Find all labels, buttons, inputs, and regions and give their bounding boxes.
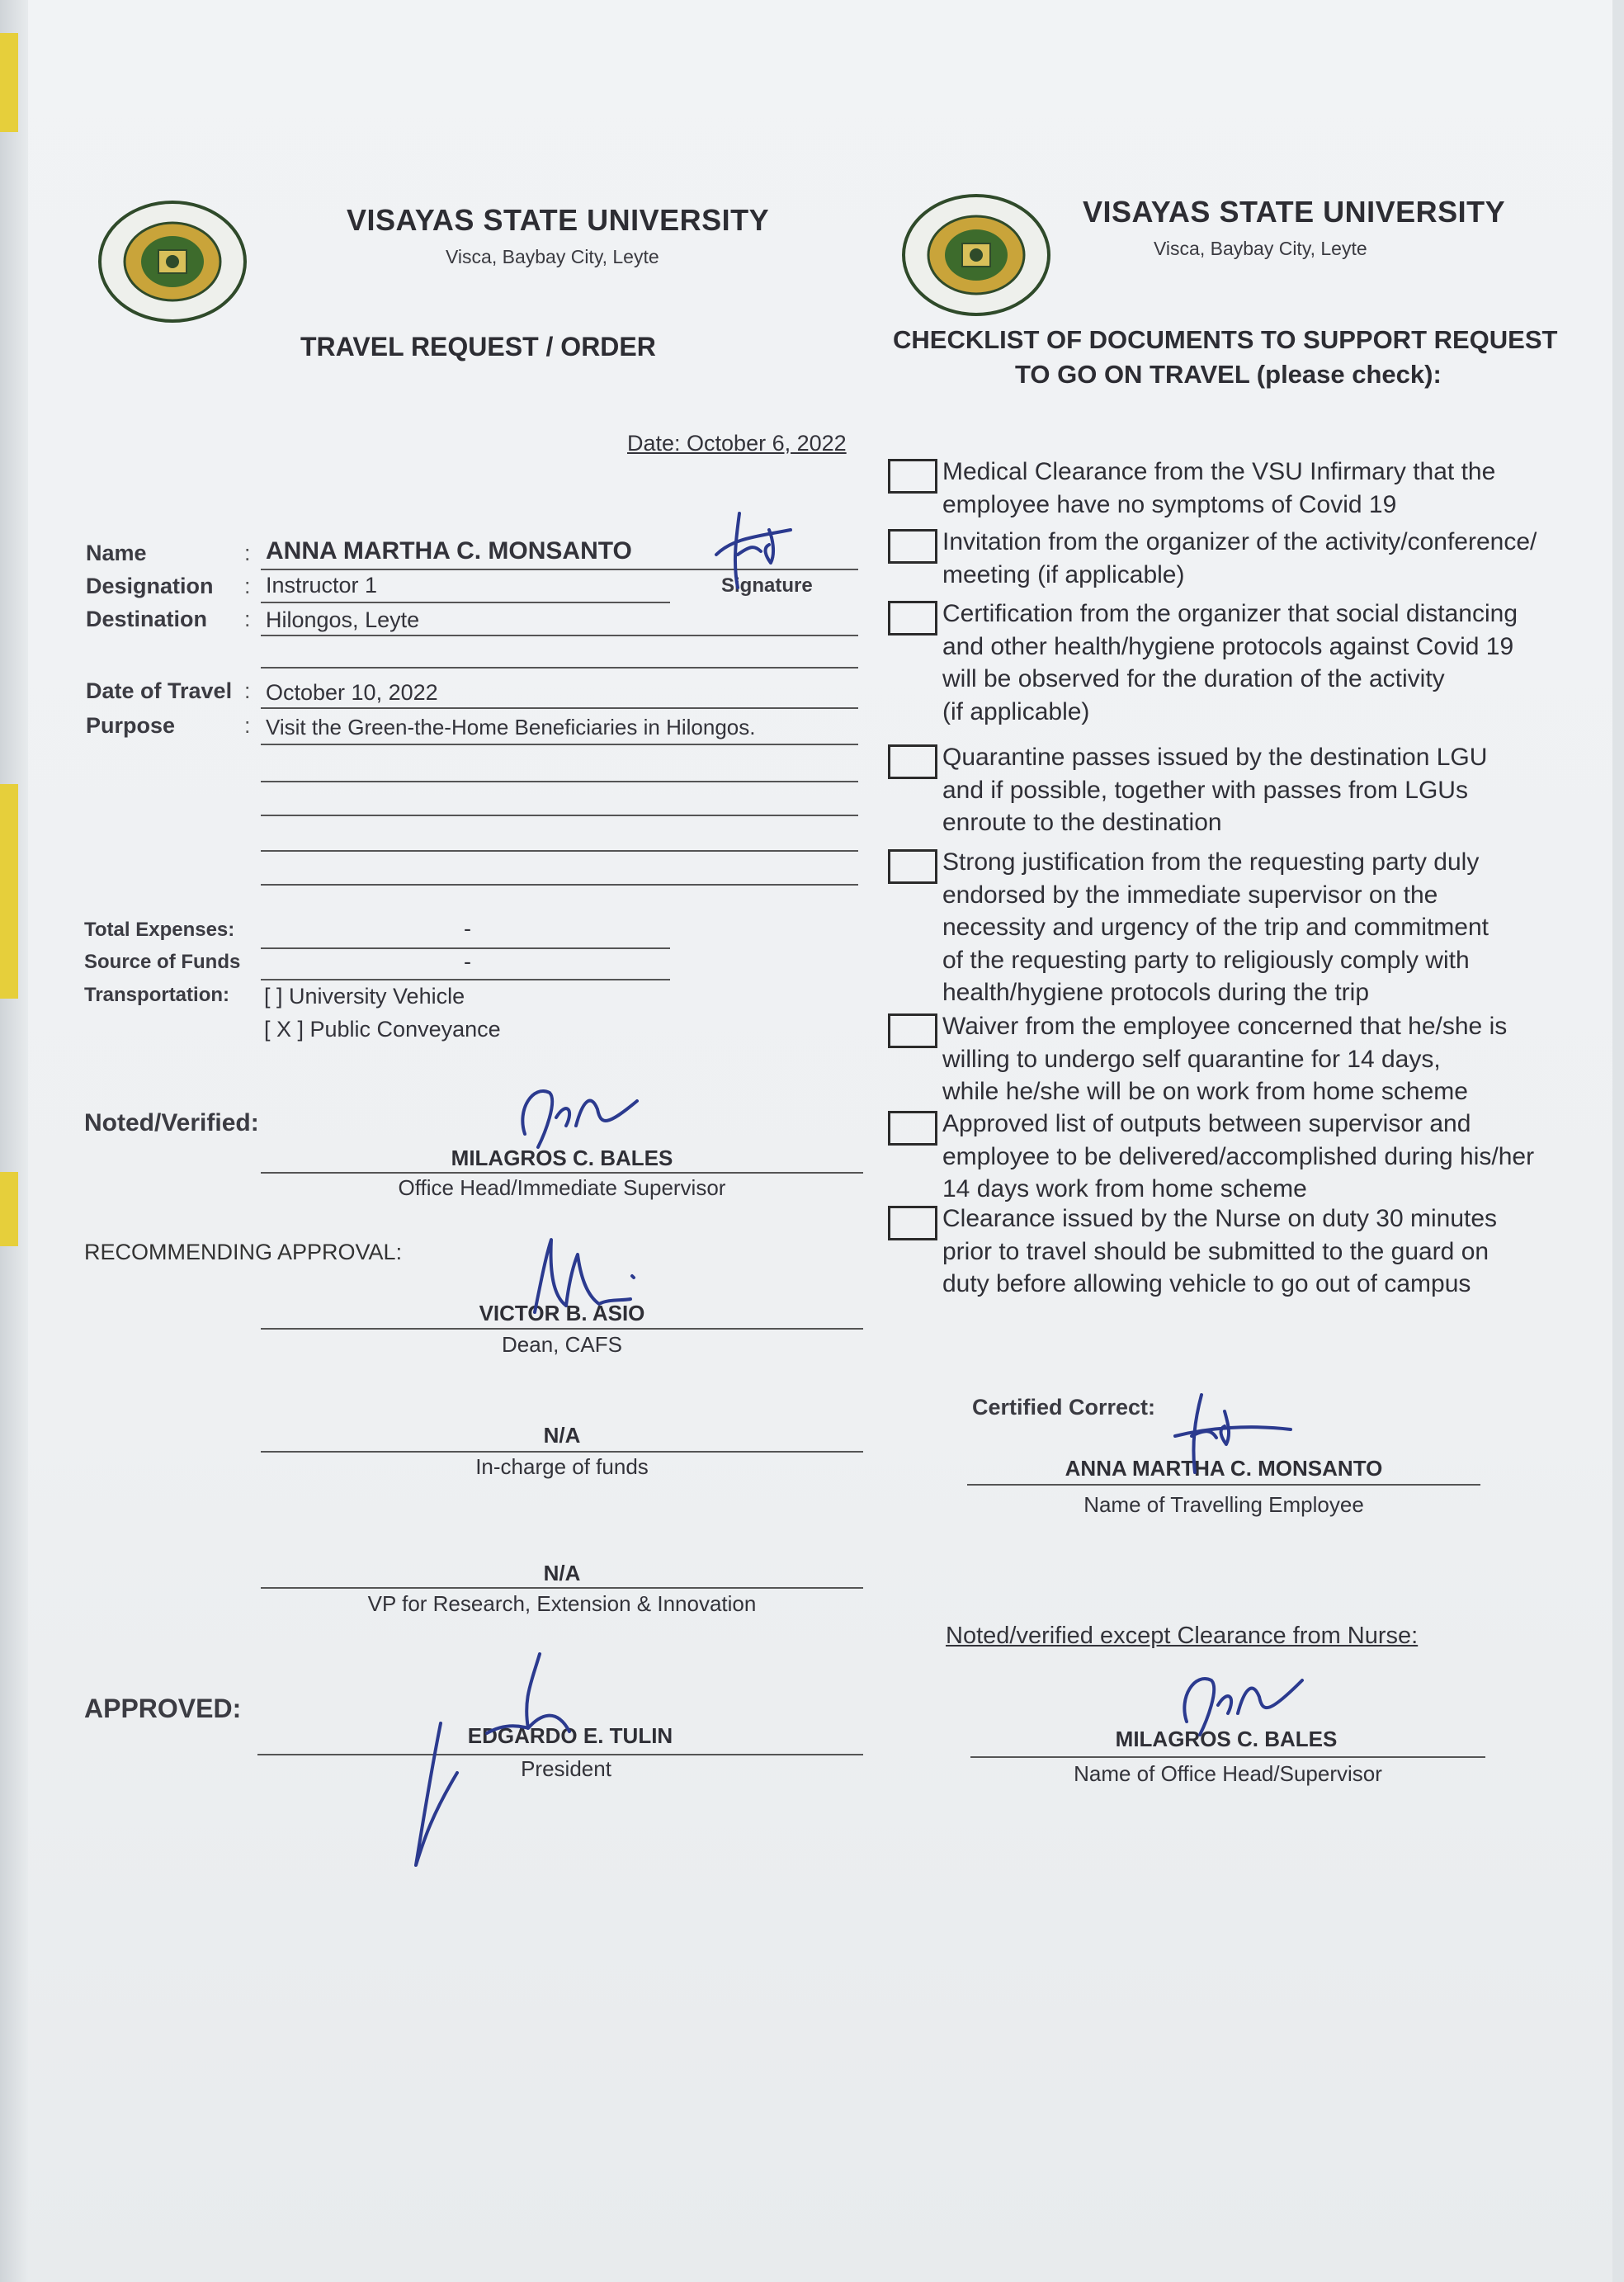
designation-label: Designation [86,574,214,598]
approved-name: EDGARDO E. TULIN [467,1723,673,1748]
vp-role: VP for Research, Extension & Innovation [367,1591,757,1616]
designation-line [261,602,670,603]
recommending-line [261,1328,863,1330]
checklist-item-line: Strong justification from the requesting party duly [942,848,1480,876]
funds-line [261,1451,863,1453]
checklist-item-line: Approved list of outputs between supervisor and [942,1110,1471,1137]
colon: : [244,574,251,598]
checklist-item-line: employee have no symptoms of Covid 19 [942,490,1397,518]
noted-verified-role: Office Head/Immediate Supervisor [398,1175,726,1200]
recommending-approval-label: RECOMMENDING APPROVAL: [84,1240,403,1264]
date-of-travel-label: Date of Travel [86,678,233,703]
checklist-item-line: meeting (if applicable) [942,560,1185,588]
purpose-line-5 [261,884,858,886]
checklist-checkbox[interactable] [888,1013,937,1048]
checklist-item-line: while he/she will be on work from home scheme [942,1078,1468,1105]
checklist-item-line: willing to undergo self quarantine for 14 days, [942,1045,1441,1073]
noted-except-line [970,1756,1485,1758]
source-of-funds-line [261,979,670,980]
designation-value: Instructor 1 [266,573,378,598]
checklist-item [942,526,1578,591]
destination-line [261,635,858,636]
university-name: VISAYAS STATE UNIVERSITY [347,203,770,237]
checklist-item-line: (if applicable) [942,697,1090,725]
checklist-item [942,456,1578,521]
checklist-checkbox[interactable] [888,1111,937,1146]
checklist-item-line: and if possible, together with passes from LGUs [942,776,1468,804]
certified-role: Name of Travelling Employee [1083,1492,1364,1517]
purpose-line-2 [261,781,858,782]
checklist-title-line2: TO GO ON TRAVEL (please check): [1015,360,1442,389]
total-expenses-value: - [464,916,471,941]
checklist-item-line: employee to be delivered/accomplished during his/her [942,1142,1535,1170]
checklist-checkbox[interactable] [888,744,937,779]
checklist-item-line: Invitation from the organizer of the activity/conference/ [942,528,1537,555]
university-address: Visca, Baybay City, Leyte [1154,238,1367,259]
checklist-checkbox[interactable] [888,849,937,884]
signature-noted-except [1170,1664,1319,1746]
approved-label: APPROVED: [84,1694,242,1723]
purpose-value: Visit the Green-the-Home Beneficiaries in Hilongos. [266,715,756,739]
form-title: TRAVEL REQUEST / ORDER [300,332,656,361]
destination-label: Destination [86,607,208,631]
certified-line [967,1484,1480,1486]
checklist-item-line: Certification from the organizer that social distancing [942,600,1518,627]
checklist-checkbox[interactable] [888,601,937,635]
transport-option-public-conveyance: [ X ] Public Conveyance [264,1017,501,1042]
checklist-item-line: Medical Clearance from the VSU Infirmary that the [942,458,1496,485]
checklist-item-line: will be observed for the duration of the activity [942,665,1445,692]
transport-option-university-vehicle: [ ] University Vehicle [264,984,465,1009]
checklist-item-line: of the requesting party to religiously comply with [942,946,1470,974]
colon: : [244,678,251,703]
checklist-item-line: and other health/hygiene protocols against Covid 19 [942,632,1514,660]
purpose-line-4 [261,850,858,852]
yellow-tab [0,784,18,999]
signature-president [408,1649,573,1880]
checklist-item [942,1202,1578,1301]
checklist-item-line: 14 days work from home scheme [942,1175,1307,1202]
checklist-item [942,1108,1578,1206]
adjacent-page-edge [0,0,30,2282]
checklist-item-line: Waiver from the employee concerned that he/she is [942,1013,1508,1040]
signature-recommending [517,1230,657,1321]
checklist-item-line: enroute to the destination [942,809,1222,836]
signature-label: Signature [721,574,813,597]
noted-verified-label: Noted/Verified: [84,1109,259,1136]
purpose-line-3 [261,815,858,816]
noted-except-name: MILAGROS C. BALES [1115,1727,1338,1751]
noted-verified-name: MILAGROS C. BALES [451,1146,673,1170]
date-of-travel-value: October 10, 2022 [266,680,438,705]
colon: : [244,541,251,565]
certified-correct-label: Certified Correct: [972,1395,1156,1420]
checklist-item-line: endorsed by the immediate supervisor on the [942,881,1438,909]
date-of-travel-line [261,707,858,709]
checklist-item [942,741,1578,839]
destination-line-2 [261,667,858,669]
checklist-item-line: duty before allowing vehicle to go out of campus [942,1270,1471,1297]
recommending-role: Dean, CAFS [502,1332,622,1357]
total-expenses-label: Total Expenses: [84,919,235,941]
checklist-checkbox[interactable] [888,1206,937,1240]
checklist-item-line: Quarantine passes issued by the destination LGU [942,744,1488,771]
source-of-funds-label: Source of Funds [84,951,241,973]
purpose-line [261,744,858,745]
checklist-item-line: necessity and urgency of the trip and commitment [942,914,1489,941]
checklist-item [942,598,1578,728]
checklist-item [942,1010,1578,1108]
checklist-checkbox[interactable] [888,529,937,564]
colon: : [244,713,251,738]
checklist-item-line: Clearance issued by the Nurse on duty 30 minutes [942,1205,1498,1232]
noted-verified-line [261,1172,863,1174]
approved-role: President [521,1756,611,1781]
signature-applicant [700,505,832,596]
university-address: Visca, Baybay City, Leyte [446,246,659,267]
checklist-item-line: health/hygiene protocols during the trip [942,979,1370,1006]
yellow-tab [0,33,18,132]
colon: : [244,607,251,631]
yellow-tab [0,1172,18,1246]
request-date: Date: October 6, 2022 [627,431,847,456]
university-name: VISAYAS STATE UNIVERSITY [1083,195,1506,229]
university-seal-logo [97,200,248,324]
signature-certified [1159,1387,1307,1477]
checklist-checkbox[interactable] [888,459,937,494]
recommending-name: VICTOR B. ASIO [479,1301,645,1325]
noted-except-role: Name of Office Head/Supervisor [1074,1761,1382,1786]
source-of-funds-value: - [464,949,471,974]
name-value: ANNA MARTHA C. MONSANTO [266,537,632,565]
purpose-label: Purpose [86,713,176,738]
checklist-title: CHECKLIST OF DOCUMENTS TO SUPPORT REQUEST [893,325,1558,354]
checklist-item [942,846,1578,1009]
noted-except-label: Noted/verified except Clearance from Nurse: [946,1623,1419,1649]
transportation-label: Transportation: [84,984,230,1006]
funds-name: N/A [543,1423,581,1448]
vp-name: N/A [543,1561,581,1585]
destination-value: Hilongos, Leyte [266,607,420,632]
checklist-item-line: prior to travel should be submitted to the guard on [942,1237,1489,1265]
vp-line [261,1587,863,1589]
certified-name: ANNA MARTHA C. MONSANTO [1065,1456,1383,1481]
funds-role: In-charge of funds [475,1454,649,1479]
signature-noted-verified [508,1076,649,1159]
university-seal-logo [901,193,1051,317]
name-label: Name [86,541,147,565]
